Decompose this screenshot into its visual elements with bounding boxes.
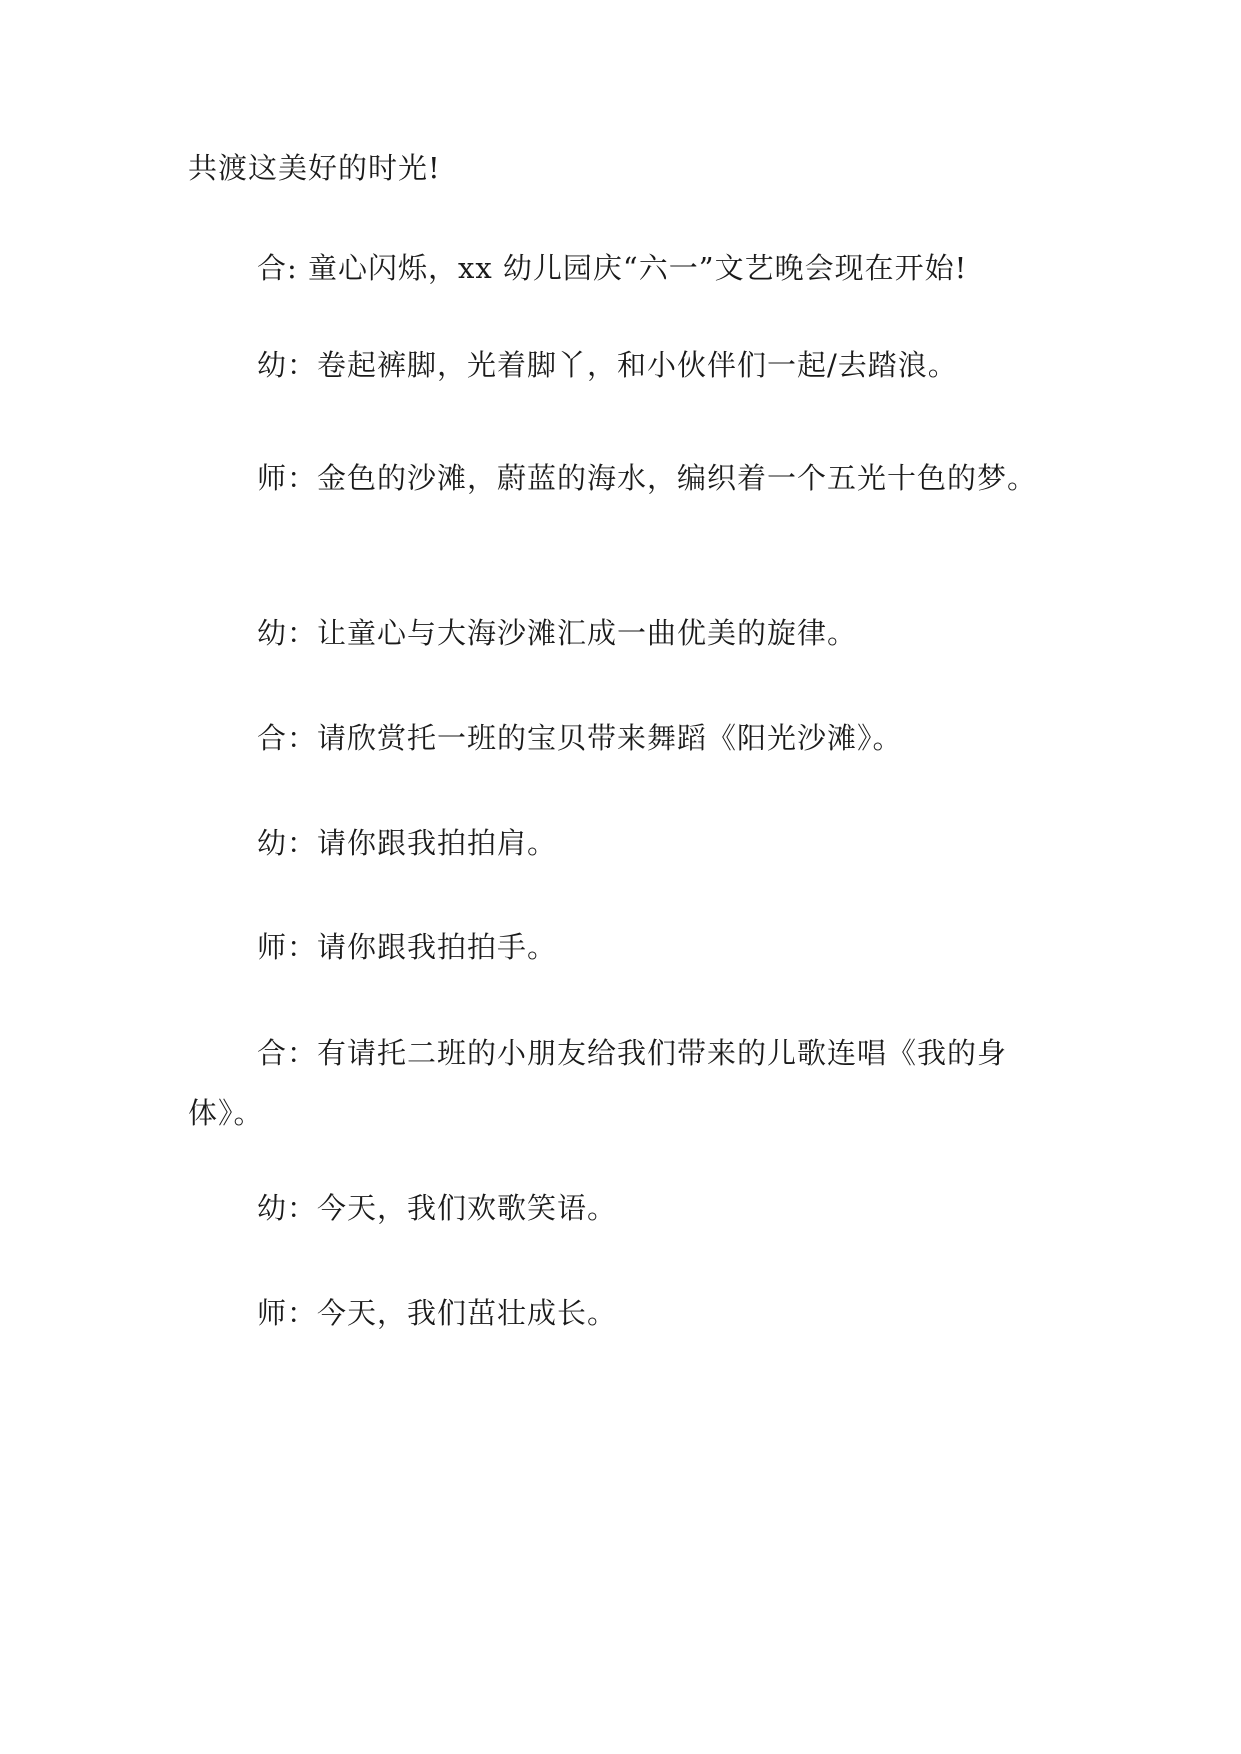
paragraph-child-line: 幼：今天，我们欢歌笑语。: [257, 1191, 618, 1225]
paragraph-teacher-line: 师：请你跟我拍拍手。: [257, 930, 558, 964]
paragraph-program-intro: 合：请欣赏托一班的宝贝带来舞蹈《阳光沙滩》。: [257, 721, 903, 755]
paragraph-teacher-line: 师：金色的沙滩，蔚蓝的海水，编织着一个五光十色的梦。: [257, 461, 1038, 495]
paragraph-opening-announcement: 合: 童心闪烁，xx 幼儿园庆“六一”文艺晚会现在开始!: [257, 251, 968, 285]
paragraph-child-line: 幼：卷起裤脚，光着脚丫，和小伙伴们一起/去踏浪。: [257, 348, 958, 382]
paragraph-child-line: 幼：请你跟我拍拍肩。: [257, 826, 558, 860]
paragraph-continuation: 共渡这美好的时光!: [188, 151, 441, 185]
paragraph-child-line: 幼：让童心与大海沙滩汇成一曲优美的旋律。: [257, 616, 858, 650]
paragraph-teacher-line: 师：今天，我们茁壮成长。: [257, 1296, 618, 1330]
paragraph-program-intro: 合：有请托二班的小朋友给我们带来的儿歌连唱《我的身体》。: [188, 1036, 1008, 1130]
